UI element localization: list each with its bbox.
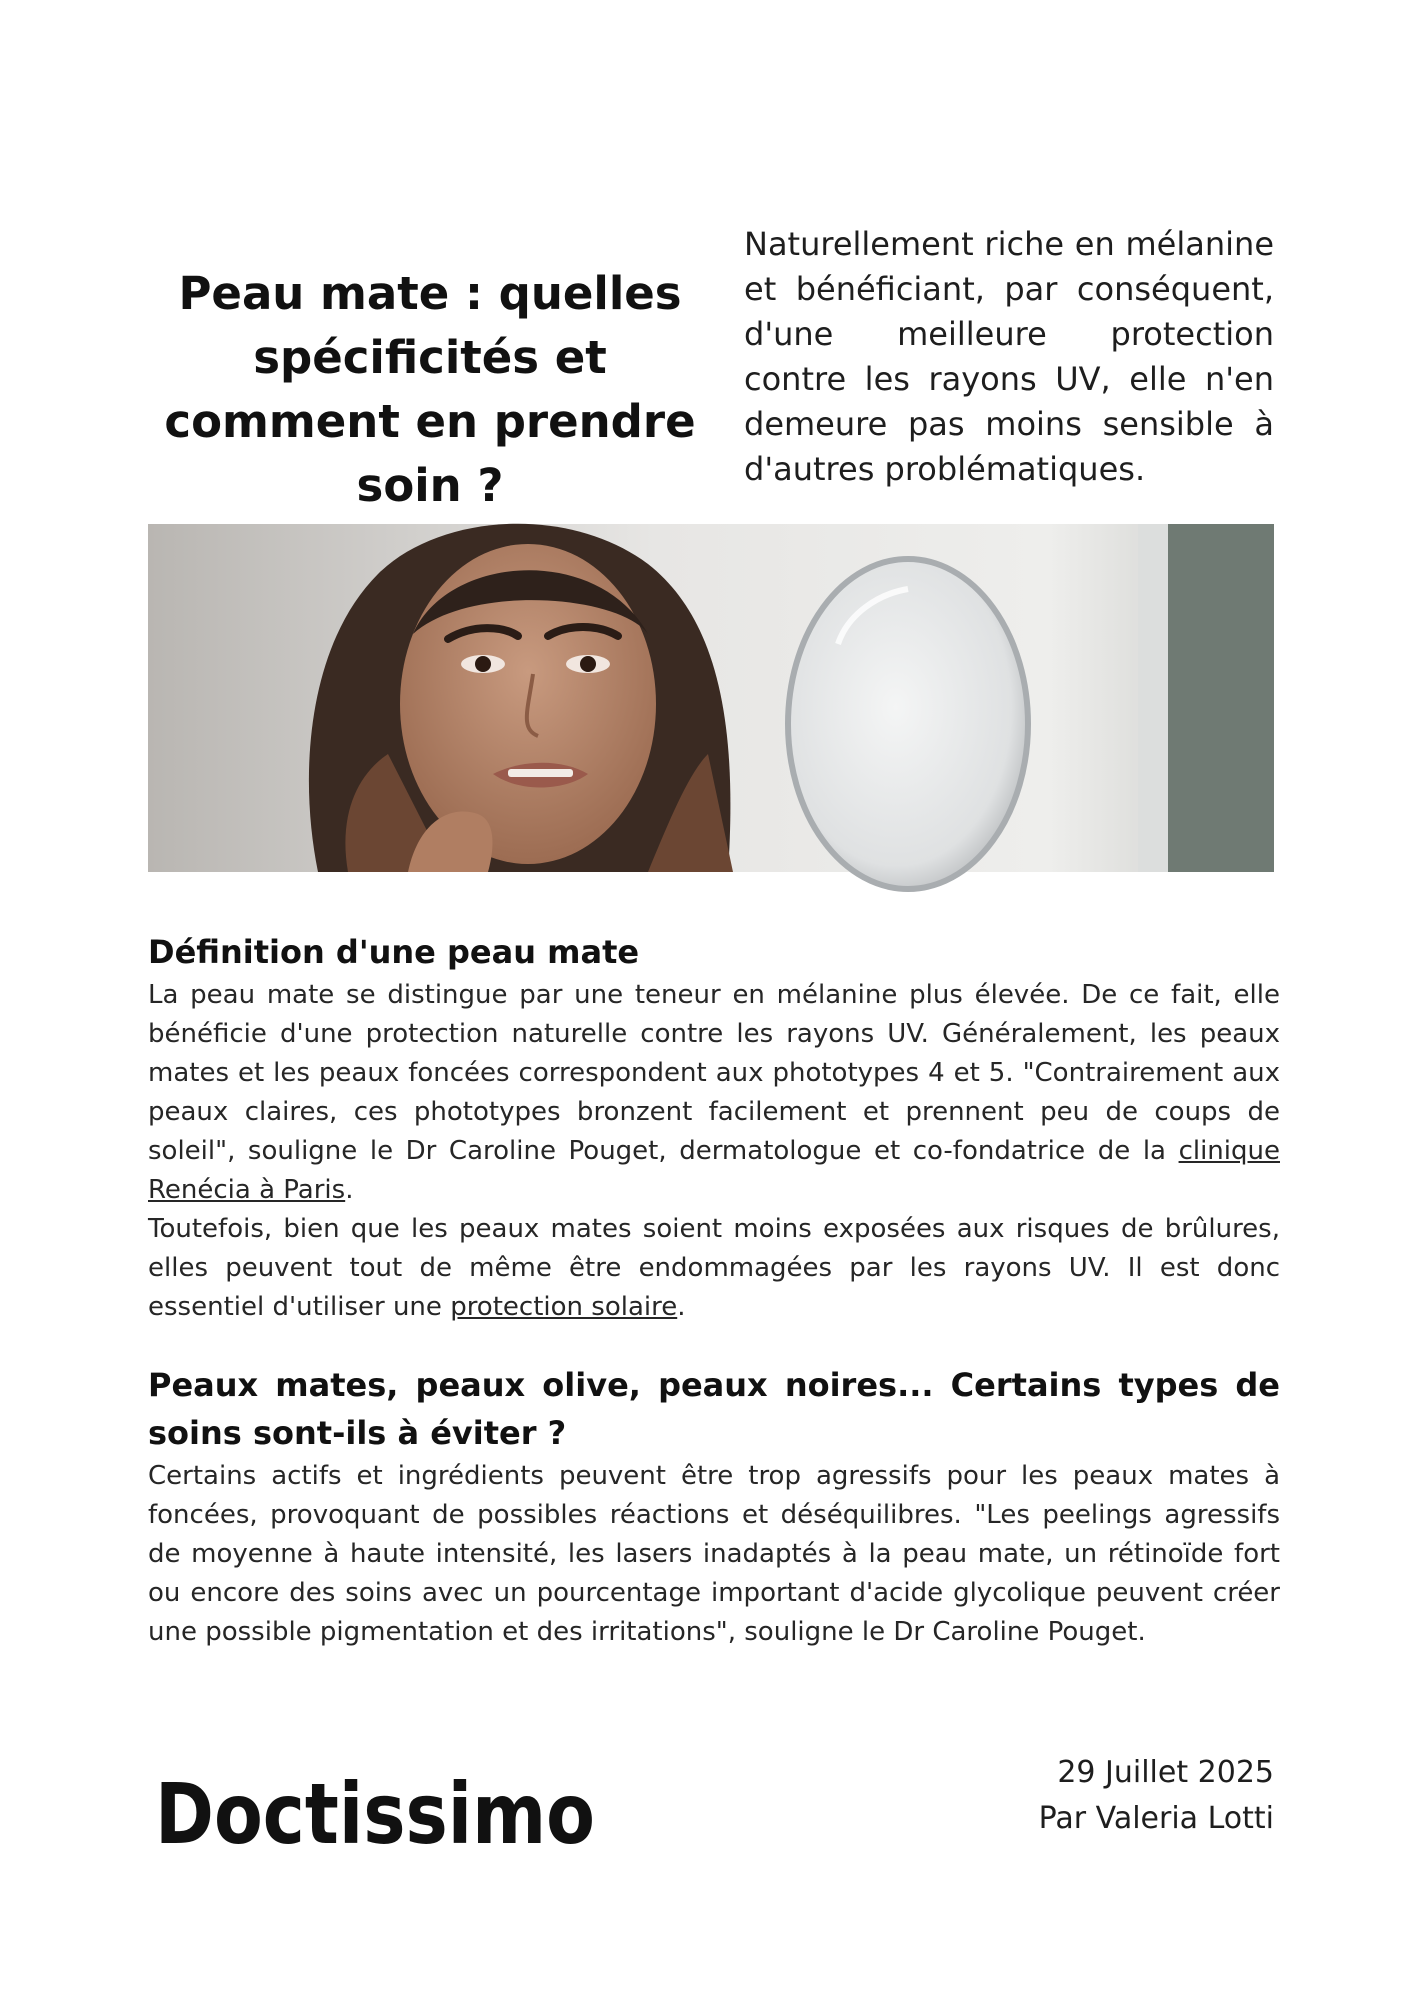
paragraph-text: La peau mate se distingue par une teneur en mélanine plus élevée. De ce fait, elle bénéficie d'une protection naturelle contre les rayons UV. Généralement, les peaux mates et les peaux foncées correspondent aux phototypes 4 et 5. "Contrairement aux peaux claires, ces phototypes bronzent facilement et prennent peu de coups de soleil", souligne le Dr Caroline Pouget, dermatologue et co-fondatrice de la [148, 980, 1280, 1166]
section-heading-definition: Définition d'une peau mate [148, 933, 640, 971]
article-title: Peau mate : quelles spécificités et comment en prendre soin ? [164, 267, 696, 512]
protection-solaire-link[interactable]: protection solaire [450, 1292, 678, 1322]
section-heading-soins: Peaux mates, peaux olive, peaux noires... Certains types de soins sont-ils à éviter ? [148, 1366, 1280, 1452]
definition-paragraph-1 [148, 976, 1280, 1210]
paragraph-text: Toutefois, bien que les peaux mates soient moins exposées aux risques de brûlures, elles peuvent tout de même être endommagées par les rayons UV. Il est donc essentiel d'utiliser une [148, 1214, 1280, 1322]
logo-wordmark: Doctissimo [155, 1765, 595, 1863]
article-intro: Naturellement riche en mélanine et bénéficiant, par conséquent, d'une meilleure protection contre les rayons UV, elle n'en demeure pas moins sensible à d'autres problématiques. [744, 225, 1274, 488]
article-meta [1039, 1750, 1274, 1842]
woman-mirror-illustration [148, 524, 1274, 872]
clinique-renecia-link[interactable]: clinique Renécia à Paris [148, 1136, 1280, 1205]
definition-paragraph-2 [148, 1210, 1280, 1327]
article-body [148, 928, 1280, 1652]
publish-date: 29 Juillet 2025 [1057, 1755, 1274, 1790]
paragraph-text: . [345, 1175, 354, 1205]
soins-paragraph: Certains actifs et ingrédients peuvent être trop agressifs pour les peaux mates à foncées, provoquant de possibles réactions et déséquilibres. "Les peelings agressifs de moyenne à haute intensité, les lasers inadaptés à la peau mate, un rétinoïde fort ou encore des soins avec un pourcentage important d'acide glycolique peuvent créer une possible pigmentation et des irritations", souligne le Dr Caroline Pouget. [148, 1461, 1280, 1647]
hero-image [148, 524, 1274, 872]
section-soins [148, 1361, 1280, 1652]
paragraph-text: . [677, 1292, 686, 1322]
doctissimo-logo [155, 1765, 605, 1865]
author-byline: Par Valeria Lotti [1038, 1801, 1274, 1836]
